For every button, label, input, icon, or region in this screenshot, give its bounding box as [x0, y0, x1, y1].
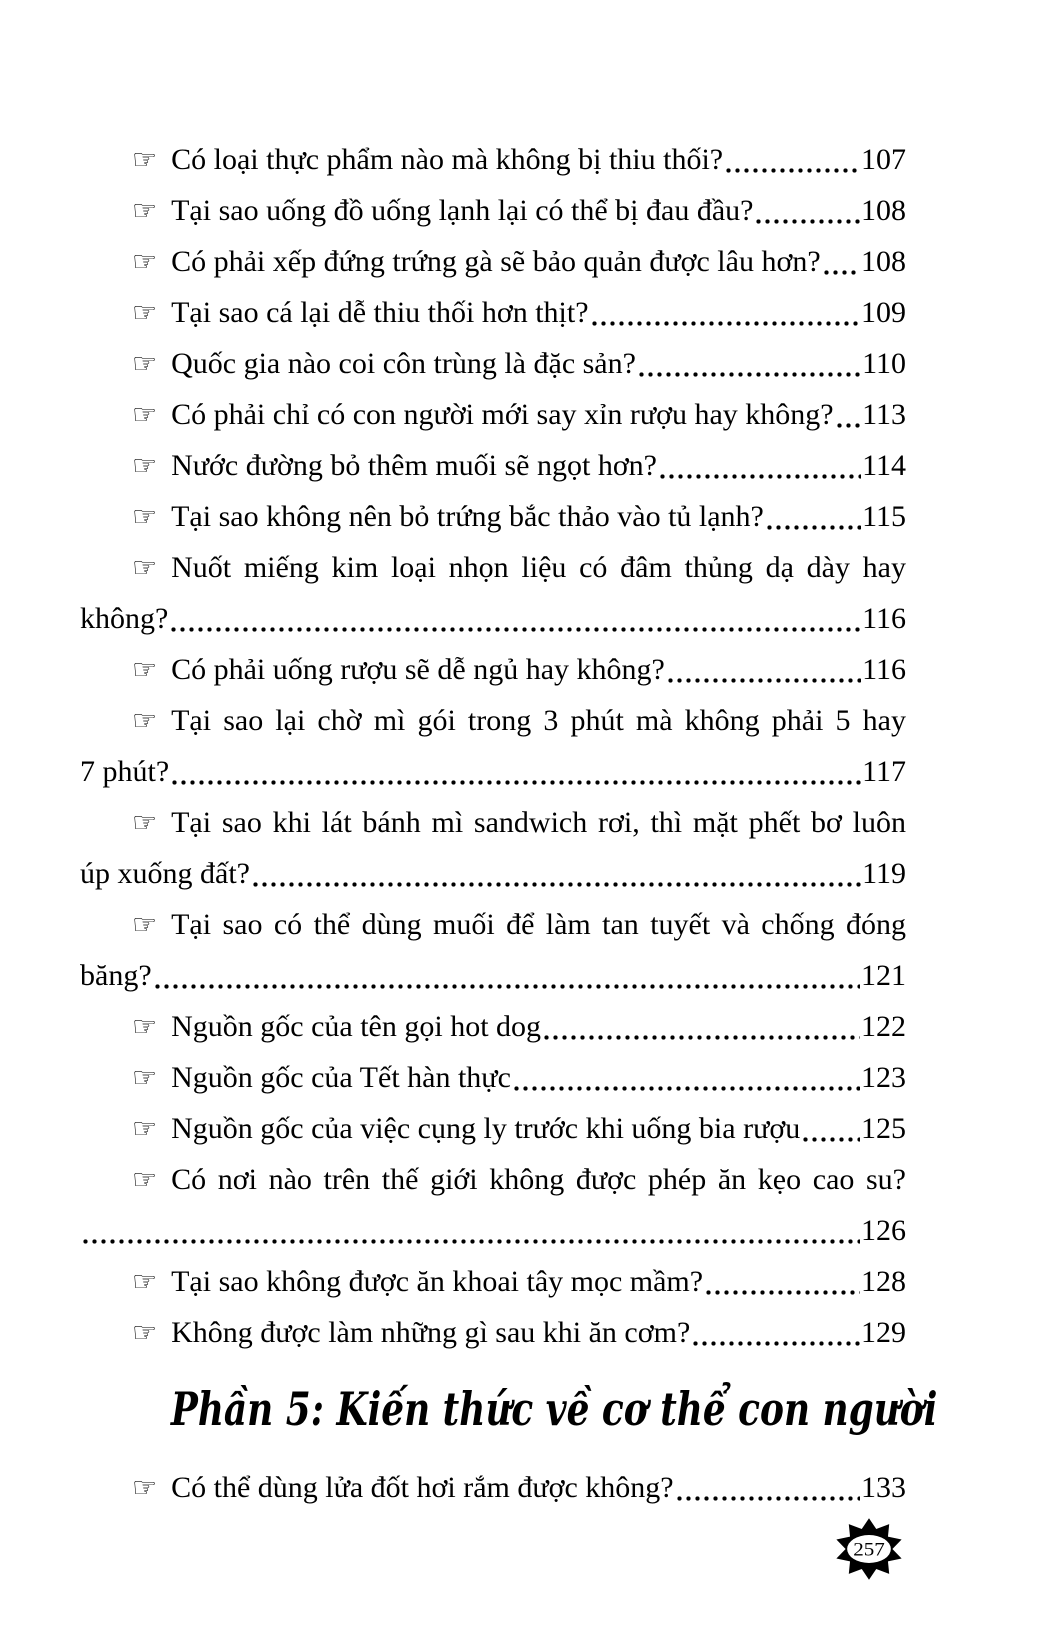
toc-entry-line2 [80, 848, 906, 899]
toc-entry [80, 185, 906, 236]
toc-page-number: 107 [861, 143, 906, 176]
toc-entry-line1 [80, 695, 906, 746]
toc-entry-title: Không được làm những gì sau khi ăn cơm? [171, 1316, 691, 1349]
pointing-hand-icon: ☞ [132, 653, 158, 686]
toc-entry-title: Nguồn gốc của Tết hàn thực [171, 1061, 511, 1094]
dot-leader [512, 1052, 860, 1103]
toc-list-part5 [80, 1462, 906, 1513]
toc-entry-line [80, 644, 906, 695]
toc-entry-line [80, 1103, 906, 1154]
toc-page-number: 116 [862, 602, 906, 635]
dot-leader [754, 185, 860, 236]
sun-star-icon [830, 1514, 908, 1584]
pointing-hand-icon: ☞ [132, 704, 158, 737]
dot-leader [765, 491, 861, 542]
toc-entry-title: Tại sao uống đồ uống lạnh lại có thể bị đau đầu? [171, 194, 754, 227]
toc-entry-title: Tại sao không được ăn khoai tây mọc mầm? [171, 1265, 704, 1298]
toc-entry-title: Quốc gia nào coi côn trùng là đặc sản? [171, 347, 636, 380]
toc-page-number: 116 [862, 653, 906, 686]
toc-entry [80, 1307, 906, 1358]
toc-entry [80, 134, 906, 185]
toc-entry [80, 1462, 906, 1513]
toc-entry [80, 1001, 906, 1052]
toc-entry-line [80, 1307, 906, 1358]
toc-entry [80, 338, 906, 389]
toc-page-number: 121 [861, 959, 906, 992]
toc-entry-line2 [80, 1205, 906, 1256]
toc-entry-title: Có phải uống rượu sẽ dễ ngủ hay không? [171, 653, 665, 686]
dot-leader [170, 746, 861, 797]
pointing-hand-icon: ☞ [132, 143, 158, 176]
toc-page-number: 125 [861, 1112, 906, 1145]
pointing-hand-icon: ☞ [132, 449, 158, 482]
toc-entry-title: Nguồn gốc của tên gọi hot dog [171, 1010, 542, 1043]
toc-entry-title: Tại sao không nên bỏ trứng bắc thảo vào tủ lạnh? [171, 500, 764, 533]
toc-entry-title: Có nơi nào trên thế giới không được phép ăn kẹo cao su? [171, 1163, 906, 1196]
toc-entry [80, 491, 906, 542]
toc-page-number: 110 [862, 347, 906, 380]
toc-entry-line [80, 338, 906, 389]
toc-entry-line2 [80, 593, 906, 644]
pointing-hand-icon: ☞ [132, 296, 158, 329]
toc-entry [80, 644, 906, 695]
toc-entry [80, 899, 906, 1001]
toc-entry [80, 1154, 906, 1256]
toc-entry-line [80, 287, 906, 338]
toc-entry [80, 695, 906, 797]
page-number-text: 257 [853, 1539, 885, 1561]
toc-page-number: 126 [861, 1214, 906, 1247]
toc-entry-line [80, 1052, 906, 1103]
toc-entry-line [80, 389, 906, 440]
dot-leader [637, 338, 861, 389]
toc-entry [80, 389, 906, 440]
pointing-hand-icon: ☞ [132, 347, 158, 380]
toc-entry-line2 [80, 746, 906, 797]
toc-page-number: 108 [861, 245, 906, 278]
toc-entry-title: Nguồn gốc của việc cụng ly trước khi uống bia rượu [171, 1112, 801, 1145]
toc-entry-title-continued: không? [80, 602, 169, 635]
toc-entry-line [80, 1462, 906, 1513]
toc-entry-line [80, 236, 906, 287]
pointing-hand-icon: ☞ [132, 500, 158, 533]
dot-leader [169, 593, 861, 644]
toc-page-number: 114 [862, 449, 906, 482]
toc-entry-line1 [80, 1154, 906, 1205]
toc-entry-line [80, 1001, 906, 1052]
pointing-hand-icon: ☞ [132, 806, 158, 839]
pointing-hand-icon: ☞ [132, 551, 158, 584]
toc-entry [80, 542, 906, 644]
toc-page-number: 113 [862, 398, 906, 431]
toc-page-number: 117 [862, 755, 906, 788]
dot-leader [724, 134, 860, 185]
dot-leader [801, 1103, 860, 1154]
toc-entry-title: Có phải chỉ có con người mới say xỉn rượu hay không? [171, 398, 834, 431]
toc-entry [80, 287, 906, 338]
dot-leader [153, 950, 860, 1001]
page-number-badge [830, 1514, 908, 1584]
toc-entry-title-continued: 7 phút? [80, 755, 170, 788]
toc-entry [80, 440, 906, 491]
toc-entry [80, 797, 906, 899]
toc-entry-title-continued: băng? [80, 959, 152, 992]
dot-leader [691, 1307, 860, 1358]
pointing-hand-icon: ☞ [132, 908, 158, 941]
toc-entry-title-continued: úp xuống đất? [80, 857, 250, 890]
pointing-hand-icon: ☞ [132, 1061, 158, 1094]
toc-page-number: 115 [862, 500, 906, 533]
toc-entry [80, 236, 906, 287]
dot-leader [835, 389, 861, 440]
pointing-hand-icon: ☞ [132, 1265, 158, 1298]
toc-entry-line [80, 134, 906, 185]
toc-entry-title: Tại sao có thể dùng muối để làm tan tuyết và chống đóng [171, 908, 906, 941]
dot-leader [675, 1462, 860, 1513]
pointing-hand-icon: ☞ [132, 398, 158, 431]
toc-page-number: 109 [861, 296, 906, 329]
toc-page-number: 122 [861, 1010, 906, 1043]
toc-entry [80, 1103, 906, 1154]
toc-entry [80, 1052, 906, 1103]
pointing-hand-icon: ☞ [132, 1471, 158, 1504]
toc-page-number: 123 [861, 1061, 906, 1094]
pointing-hand-icon: ☞ [132, 1316, 158, 1349]
toc-entry-line2 [80, 950, 906, 1001]
toc-entry-line [80, 1256, 906, 1307]
dot-leader [658, 440, 861, 491]
toc-entry-line1 [80, 542, 906, 593]
toc-entry-line [80, 440, 906, 491]
pointing-hand-icon: ☞ [132, 194, 158, 227]
toc-page-number: 108 [861, 194, 906, 227]
pointing-hand-icon: ☞ [132, 1112, 158, 1145]
pointing-hand-icon: ☞ [132, 1163, 158, 1196]
toc-entry-title: Tại sao khi lát bánh mì sandwich rơi, thì mặt phết bơ luôn [171, 806, 906, 839]
toc-entry-title: Tại sao lại chờ mì gói trong 3 phút mà không phải 5 hay [171, 704, 906, 737]
toc-list [80, 134, 906, 1358]
toc-entry-title: Tại sao cá lại dễ thiu thối hơn thịt? [171, 296, 589, 329]
toc-entry-title: Có loại thực phẩm nào mà không bị thiu thối? [171, 143, 724, 176]
toc-entry-line1 [80, 797, 906, 848]
dot-leader [542, 1001, 860, 1052]
dot-leader [822, 236, 860, 287]
pointing-hand-icon: ☞ [132, 1010, 158, 1043]
toc-entry-line1 [80, 899, 906, 950]
dot-leader [666, 644, 861, 695]
toc-entry-title: Nuốt miếng kim loại nhọn liệu có đâm thủng dạ dày hay [171, 551, 906, 584]
section-heading: Phần 5: Kiến thức về cơ thể con người [170, 1382, 938, 1436]
dot-leader [704, 1256, 860, 1307]
toc-page-number: 128 [861, 1265, 906, 1298]
toc-entry-line [80, 185, 906, 236]
toc-page-number: 129 [861, 1316, 906, 1349]
toc-entry-line [80, 491, 906, 542]
dot-leader [81, 1205, 860, 1256]
dot-leader [590, 287, 860, 338]
toc-page-number: 119 [862, 857, 906, 890]
toc-entry [80, 1256, 906, 1307]
toc-page-number: 133 [861, 1471, 906, 1504]
dot-leader [251, 848, 861, 899]
toc-content [80, 134, 938, 1513]
pointing-hand-icon: ☞ [132, 245, 158, 278]
toc-entry-title: Nước đường bỏ thêm muối sẽ ngọt hơn? [171, 449, 657, 482]
toc-entry-title: Có phải xếp đứng trứng gà sẽ bảo quản được lâu hơn? [171, 245, 821, 278]
toc-entry-title: Có thể dùng lửa đốt hơi rắm được không? [171, 1471, 674, 1504]
